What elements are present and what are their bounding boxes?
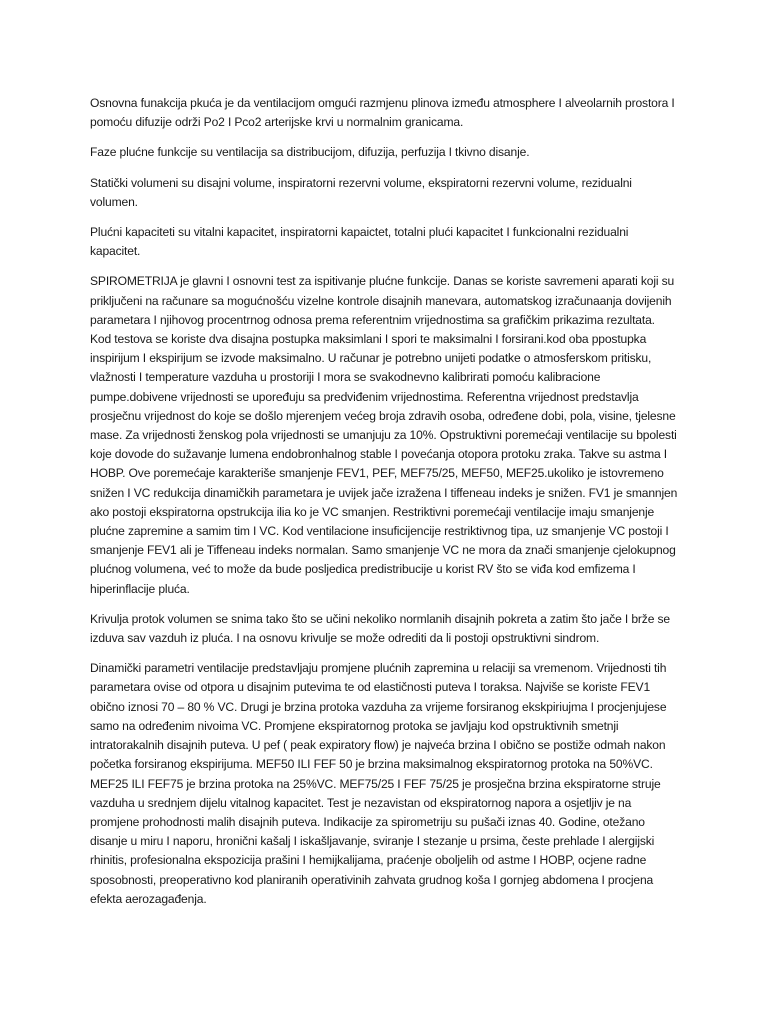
paragraph-spirometry: SPIROMETRIJA je glavni I osnovni test za ispitivanje plućne funkcije. Danas se koriste savremeni aparati koji su priključeni na računare sa mogućnošću vizelne kontrole disajnih manevara, automatskog izračunaanja dovijenih parametara I njihovog procentrnog odnosa prema referentnim vrijednostima sa grafičkim prikazima rezultata. Kod testova se koriste dva disajna postupka maksimlani I spori te maksimalni I forsirani.kod oba ppostupka inspirijum I ekspirijum se izvode maksimalno. U računar je potrebno unijeti podatke o atmosferskom pritisku, vlažnosti I temperature vazduha u prostoriji I mora se svakodnevno kalibrirati pomoću kalibracione pumpe.dobivene vrijednosti se upoređuju sa predviđenim vrijednostima. Referentna vrijednost predstavlja prosječnu vrijednost do koje se došlo mjerenjem većeg broja zdravih osoba, određene dobi, pola, visine, tjelesne mase. Za vrijednosti ženskog pola vrijednosti se umanjuju za 10%. Opstruktivni poremećaji ventilacije su bpolesti koje dovode do sužavanje lumena endobronhalnog stable I povećanja otopora protoku zraka. Takve su astma I HOBP. Ove poremećaje karakteriše smanjenje FEV1, PEF, MEF75/25, MEF50, MEF25.ukoliko je istovremeno snižen I VC redukcija dinamičkih parametara je uvijek jače izražena I tiffeneau indeks je snižen. FV1 je smannjen ako postoji ekspiratorna opstrukcija ilia ko je VC smanjen. Restriktivni poremećaji ventilacije imaju smanjenje plućne zapremine a samim tim I VC. Kod ventilacione insuficijencije restriktivnog tipa, uz smanjenje VC postoji I smanjenje FEV1 ali je Tiffeneau indeks normalan. Samo smanjenje VC ne mora da znači smanjenje cjelokupnog plućnog volumena, već to može da bude posljedica predistribucije u korist RV što se viđa kod emfizema I hiperinflacije pluća. — [90, 274, 678, 596]
paragraph-lung-capacities: Plućni kapaciteti su vitalni kapacitet, inspiratorni kapaictet, totalni plući kapacitet I funkcionalni rezidualni kapacitet. — [90, 225, 629, 259]
paragraph-flow-volume-curve: Krivulja protok volumen se snima tako što se učini nekoliko normlanih disajnih pokreta a zatim što jače I brže se izduva sav vazduh iz pluća. I na osnovu krivulje se može odrediti da li postoji opstruktivni sindrom. — [90, 611, 670, 646]
paragraph-static-volumes: Statički volumeni su disajni volume, inspiratorni rezervni volume, ekspiratorni rezervni volume, rezidualni volumen. — [90, 175, 632, 209]
paragraph-dynamic-parameters: Dinamički parametri ventilacije predstavljaju promjene plućnih zapremina u relaciji sa vremenom. Vrijednosti tih parametara ovise od otpora u disajnim putevima te od elastičnosti puteva I toraksa. Najviše se koriste FEV1 obično iznosi 70 – 80 % VC. Drugi je brzina protoka vazduha za vrijeme forsiranog ekskpiriujma I procjenjujese samo na određenim nivoima VC. Promjene ekspiratornog protoka se javljaju kod opstruktivnih smetnji intratorakalnih disajnih puteva. U pef ( peak expiratory flow) je najveća brzina I obično se postiže odmah nakon početka forsiranog ekspirijuma. MEF50 ILI FEF 50 je brzina maksimalnog ekspiratornog protoka na 50%VC. MEF25 ILI FEF75 je brzina protoka na 25%VC. MEF75/25 I FEF 75/25 je prosječna brzina ekspiratorne struje vazduha u srednjem dijelu vitalnog kapacitet. Test je nezavistan od ekspiratornog napora a osjetljiv je na promjene prohodnosti malih disajnih puteva. Indikacije za spirometriju su pušači iznas 40. Godine, otežano disanje u miru I naporu, hronični kašalj I iskašljavanje, sviranje I stezanje u prsima, česte prehlade I alergijski rhinitis, profesionalna ekspozicija prašini I hemijkalijama, praćenje oboljelih od astme I HOBP, ocjene radne sposobnosti, preoperativno kod planiranih operativinih zahvata grudnog koša I gornjeg abdomena I procjena efekta aerozagađenja. — [90, 661, 667, 906]
document-body — [90, 94, 678, 920]
paragraph-lung-function-phases: Faze plućne funkcije su ventilacija sa distribucijom, difuzija, perfuzija I tkivno disanje. — [90, 145, 530, 160]
paragraph-respiratory-function: Osnovna funakcija pkuća je da ventilacijom omgući razmjenu plinova između atmosphere I alveolarnih prostora I pomoću difuzije održi Po2 I Pco2 arterijske krvi u normalnim granicama. — [90, 96, 675, 130]
